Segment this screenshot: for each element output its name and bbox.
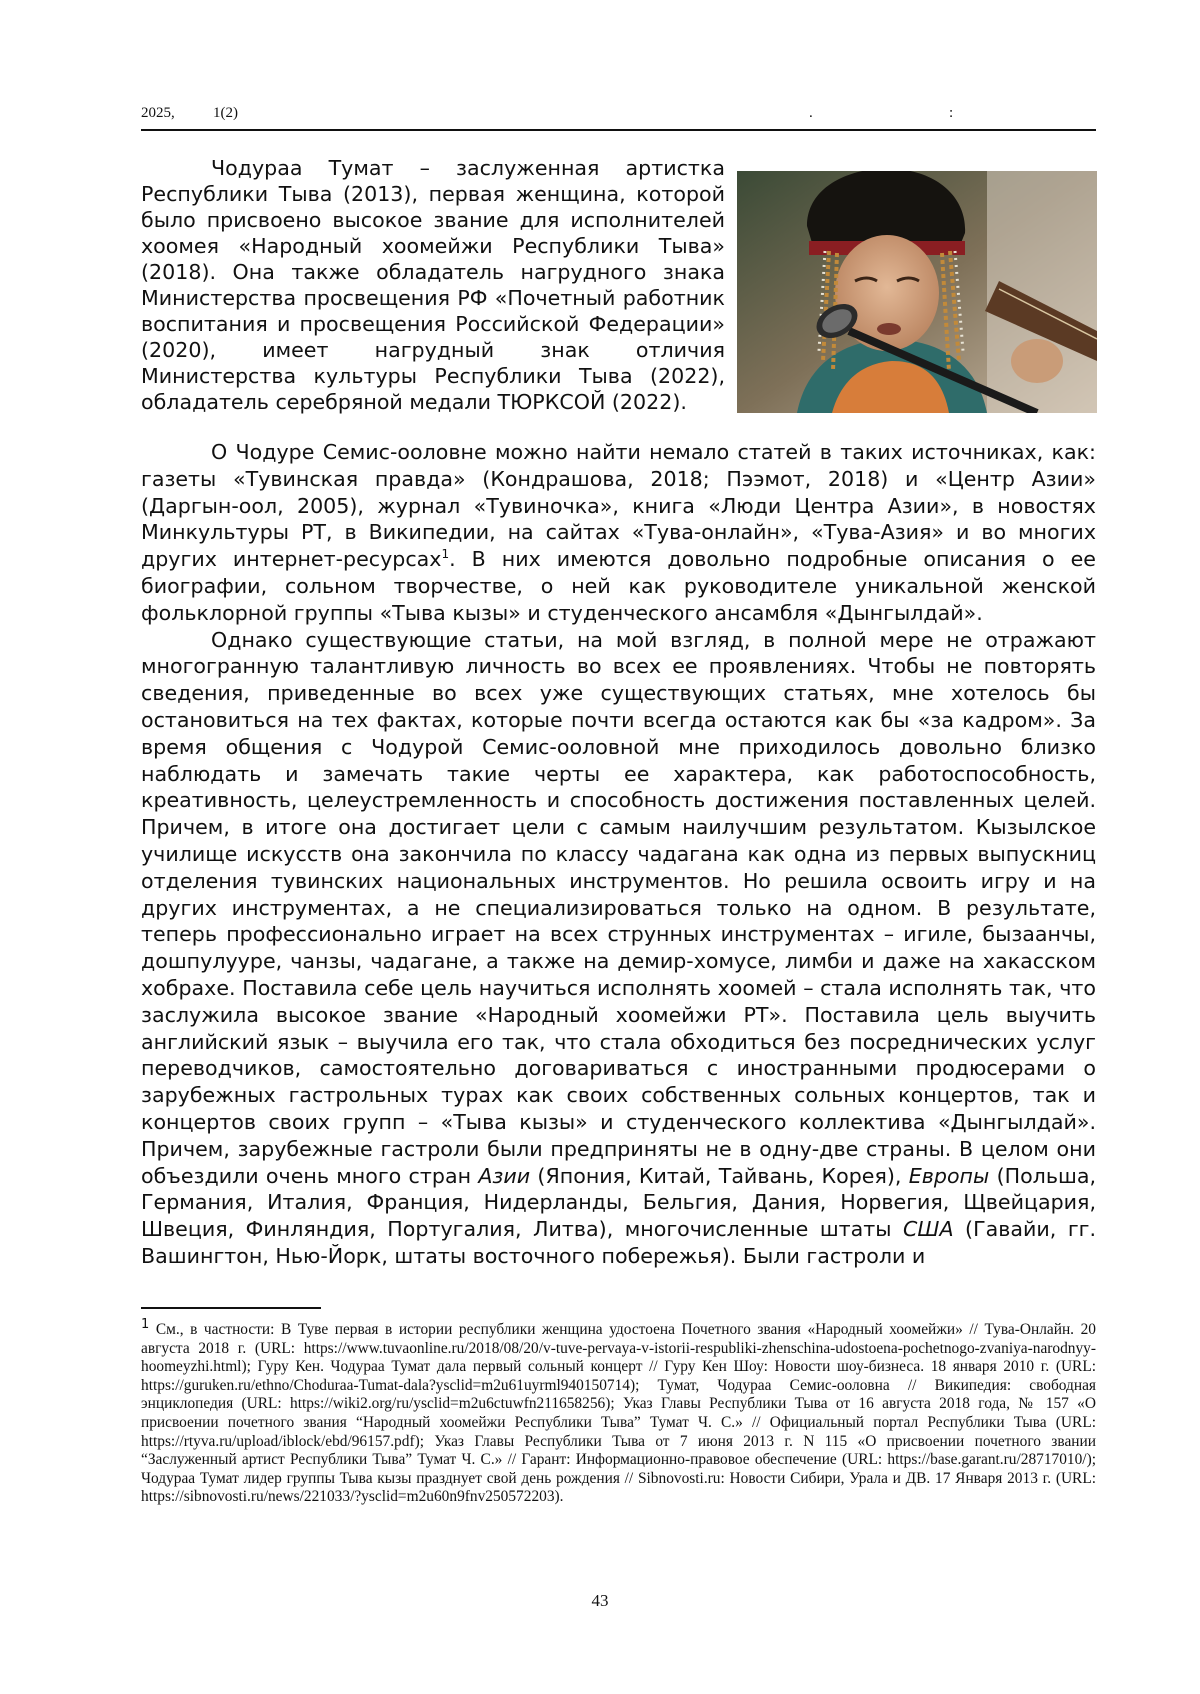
page-number: 43 — [0, 1591, 1200, 1611]
paragraph-character-part3: (Польша, Германия, Италия, Франция, Нидерланды, Бельгия, Дания, Норвегия, Щвейцария, Швеция, Финляндия, Португалия, Литва), многочисленные штаты — [141, 1164, 1096, 1242]
header-issue: 1(2) — [213, 105, 238, 122]
running-header — [141, 101, 1096, 131]
photo-singer-with-microphone-icon — [737, 171, 1097, 413]
header-year: 2025, — [141, 105, 175, 122]
region-usa: США — [903, 1217, 954, 1241]
paragraph-character-part4: (Гавайи, гг. Вашингтон, Нью-Йорк, штаты восточного побережья). Были гастроли и — [141, 1217, 1096, 1268]
paragraph-character-part1: Однако существующие статьи, на мой взгляд, в полной мере не отражают многогранную талантливую личность во всех ее проявлениях. Чтобы не повторять сведения, приведенные во всех уже существующих статьях, мне хотелось бы остановиться на тех фактах, которые почти всегда остаются как бы «за кадром». За время общения с Чодурой Семис-ооловной мне приходилось довольно близко наблюдать и замечать такие черты ее характера, как работоспособность, креативность, целеустремленность и способность достижения поставленных целей. Причем, в итоге она достигает цели с самым наилучшим результатом. Кызылское училище искусств она закончила по классу чадагана как одна из первых выпускниц отделения тувинских национальных инструментов. Но решила освоить игру и на других инструментах, а не специализироваться только на одном. В результате, теперь профессионально играет на всех струнных инструментах – игиле, бызаанчы, дошпулууре, чанзы, чадагане, а также на демир-хомусе, лимби и даже на хакасском хобрахе. Поставила себе цель научиться исполнять хоомей – стала исполнять так, что заслужила высокое звание «Народный хоомейжи РТ». Поставила цель выучить английский язык – выучила его так, что стала обходиться без посреднических услуг переводчиков, самостоятельно договариваться с иностранными продюсерами о зарубежных гастрольных турах как своих собственных сольных концертов, так и концертов своих групп – «Тыва кызы» и студенческого коллектива «Дынгылдай». Причем, зарубежные гастроли были предприняты не в одну-две страны. В целом они объездили очень много стран — [141, 628, 1096, 1188]
paragraph-sources-text: О Чодуре Семис-ооловне можно найти немало статей в таких источниках, как: газеты «Тувинская правда» (Кондрашова, 2018; Пээмот, 2018) и «Центр Азии» (Даргын-оол, 2005), журнал «Тувиночка», книга «Люди Центра Азии», в новостях Минкультуры РТ, в Википедии, на сайтах «Тува-онлайн», «Тува-Азия» и во многих других интернет-ресурсах — [141, 440, 1096, 571]
header-colon: : — [949, 105, 953, 122]
region-asia: Азии — [478, 1164, 530, 1188]
paragraph-sources-text-after: . В них имеются довольно подробные описания о ее биографии, сольном творчестве, о ней как руководителе уникальной женской фольклорной группы «Тыва кызы» и студенческого ансамбля «Дынгылдай». — [141, 547, 1096, 625]
region-europe: Европы — [909, 1164, 990, 1188]
paragraph-character-part2: (Япония, Китай, Тайвань, Корея), — [530, 1164, 909, 1188]
footnote-reference[interactable]: 1 — [441, 547, 449, 561]
footnote-separator — [141, 1307, 321, 1309]
header-dot: . — [809, 105, 813, 122]
footnote-text: См., в частности: В Туве первая в истории республики женщина удостоена Почетного звания «Народный хоомейжи» // Тува-Онлайн. 20 августа 2018 г. (URL: https://www.tuvaonline.ru/2018/08/20/v-tuve-pervaya-v-istorii-respubliki-zhenschina-udostoena-pochetnogo-zvaniya-narodnyy-hoomeyzhi.html); Гуру Кен. Чодураа Тумат дала первый сольный концерт // Гуру Кен Шоу: Новости шоу-бизнеса. 18 января 2010 г. (URL: https://guruken.ru/ethno/Choduraa-Tumat-dala?ysclid=m2u61uyrml940150714); Тумат, Чодураа Семис-ооловна // Википедия: свободная энциклопедия (URL: https://wiki2.org/ru/ysclid=m2u6ctuwfn211658256); Указ Главы Республики Тыва от 16 августа 2018 года, № 157 «О присвоении почетного звания “Народный хоомейжи Республики Тыва” Тумат Ч. С.» // Официальный портал Республики Тыва (URL: https://rtyva.ru/upload/iblock/ebd/96157.pdf); Указ Главы Республики Тыва от 7 июня 2013 г. N 115 «О присвоении почетного звании “Заслуженный артист Республики Тыва” Тумат Ч. С.» // Гарант: Информационно-правовое обеспечение (URL: https://base.garant.ru/28717010/); Чодураа Тумат лидер группы Тыва кызы празднует свой день рождения // Sibnovosti.ru: Новости Сибири, Урала и ДВ. 17 Января 2013 г. (URL: https://sibnovosti.ru/news/221033/?ysclid=m2u60n9fnv250572203). — [141, 1321, 1096, 1505]
lead-paragraph-text: Чодураа Тумат – заслуженная артистка Республики Тыва (2013), первая женщина, которой было присвоено высокое звание для исполнителей хоомея «Народный хоомейжи Республики Тыва» (2018). Она также обладатель нагрудного знака Министерства просвещения РФ «Почетный работник воспитания и просвещения Российской Федерации» (2020), имеет нагрудный знак отличия Министерства культуры Республики Тыва (2022), обладатель серебряной медали ТЮРКСОЙ (2022). — [141, 155, 725, 415]
footnote-number: 1 — [141, 1317, 149, 1332]
paragraph-character — [141, 627, 1096, 1270]
paragraph-sources — [141, 439, 1096, 627]
singer-photo — [737, 171, 1097, 413]
footnote — [141, 1321, 1096, 1507]
lead-paragraph — [141, 155, 725, 415]
main-text-column — [141, 439, 1096, 1270]
